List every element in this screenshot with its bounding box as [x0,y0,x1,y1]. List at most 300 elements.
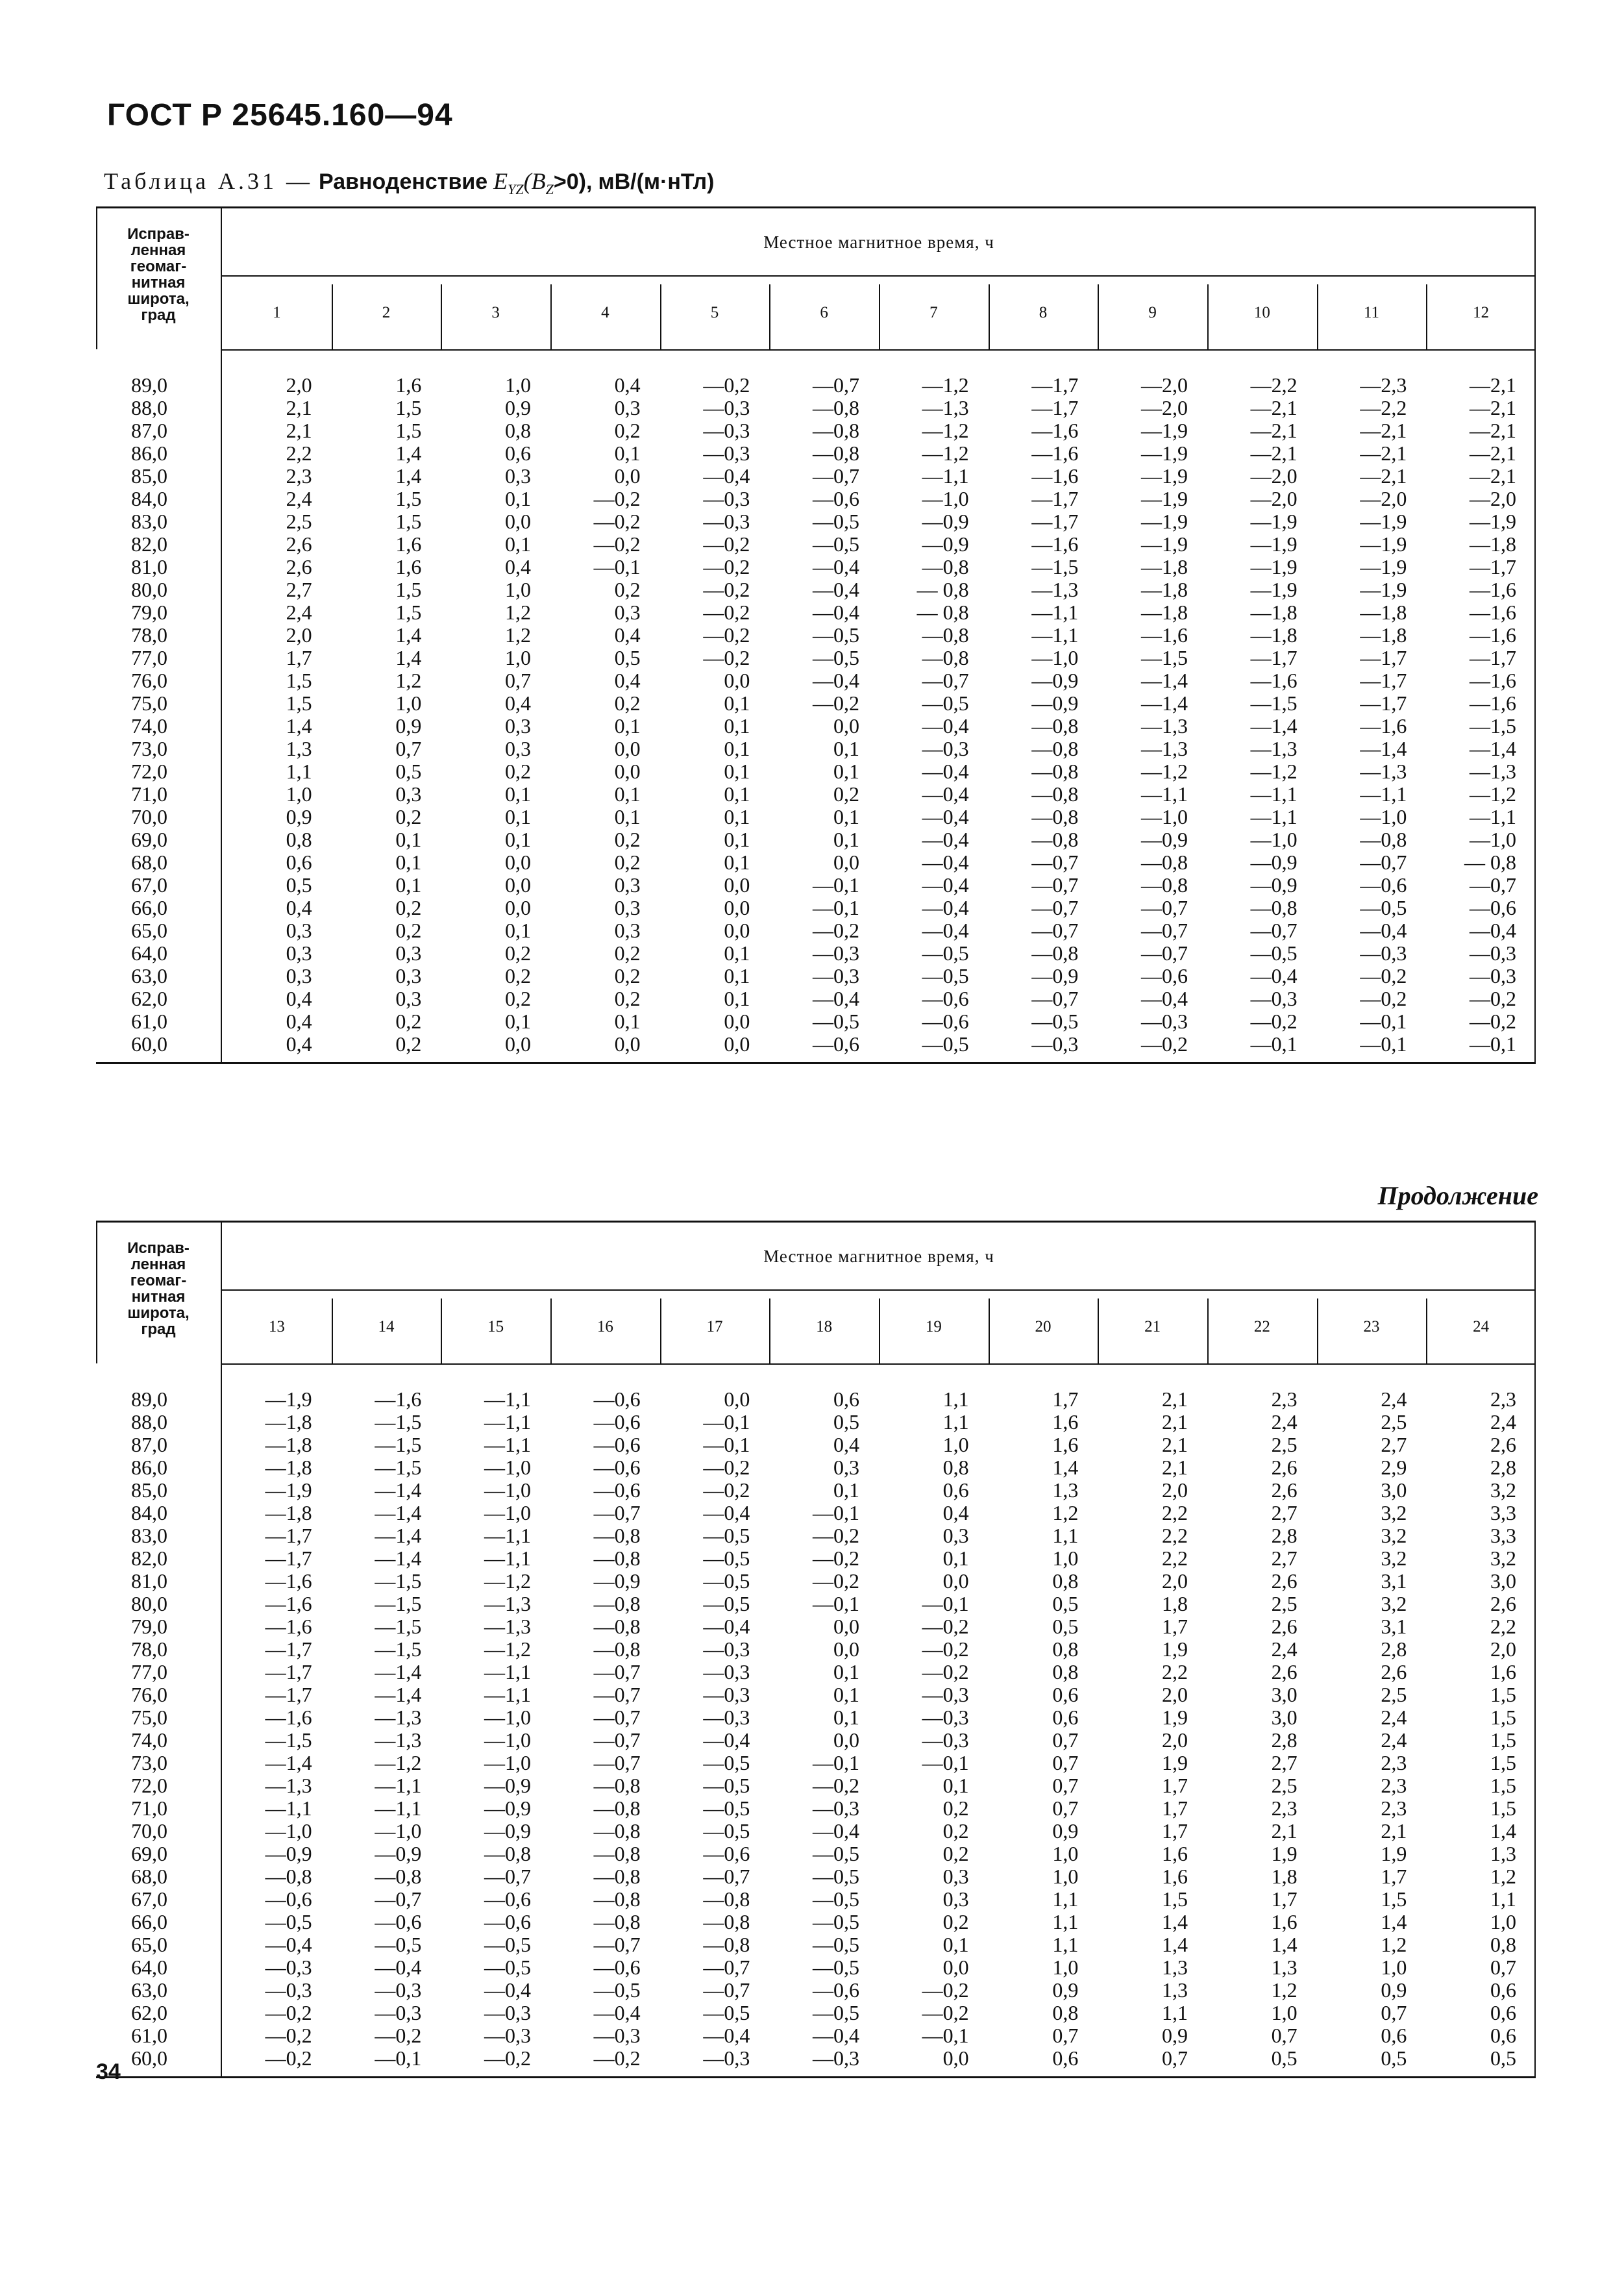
value-cell: —0,5 [703,1774,750,1797]
value-cell: —0,2 [265,2024,312,2047]
value-cell: 1,3 [1490,1842,1516,1865]
value-cell: 2,1 [1161,1387,1188,1411]
table-row [96,669,1536,692]
value-cell: 0,1 [614,805,641,828]
value-cell: —0,1 [812,1751,859,1774]
value-cell: —1,9 [1140,464,1188,488]
value-cell: 0,0 [942,2046,969,2070]
value-cell: —0,8 [1031,828,1079,851]
value-cell: —1,4 [375,1478,422,1502]
value-cell: 2,2 [1161,1660,1188,1683]
value-cell: 0,2 [833,782,859,806]
value-cell: —1,4 [1140,669,1188,692]
latitude-cell: 79,0 [131,601,167,624]
value-cell: —1,3 [922,396,969,419]
value-cell: 0,3 [504,737,531,760]
value-cell: 1,2 [504,601,531,624]
value-cell: —0,3 [703,1683,750,1706]
value-cell: —0,8 [703,1910,750,1933]
hour-column-rule [550,284,552,349]
value-cell: —1,9 [1360,578,1407,601]
value-cell: 0,1 [833,1478,859,1502]
value-cell: —0,6 [703,1842,750,1865]
value-cell: 0,5 [1052,1615,1079,1638]
latitude-cell: 86,0 [131,441,167,465]
value-cell: —1,8 [1360,601,1407,624]
value-cell: —0,9 [1031,669,1079,692]
table-row [96,1888,1536,1911]
latitude-cell: 77,0 [131,646,167,669]
value-cell: 1,4 [1271,1933,1298,1956]
hour-header-2: 2 [382,304,391,321]
value-cell: —1,6 [265,1706,312,1729]
value-cell: —0,6 [922,987,969,1010]
value-cell: —0,3 [812,2046,859,2070]
latitude-cell: 71,0 [131,782,167,806]
value-cell: 2,6 [1271,1456,1298,1479]
value-cell: —1,7 [265,1660,312,1683]
value-cell: —0,8 [812,441,859,465]
value-cell: —1,0 [375,1819,422,1843]
value-cell: —0,5 [922,691,969,715]
value-cell: 0,5 [1490,2046,1516,2070]
hour-header-8: 8 [1039,304,1048,321]
value-cell: —1,7 [1031,487,1079,510]
value-cell: 0,7 [1052,1774,1079,1797]
value-cell: —1,1 [484,1547,531,1570]
value-cell: 0,5 [1052,1592,1079,1615]
value-cell: 0,1 [504,828,531,851]
hour-header-18: 18 [816,1318,833,1336]
hour-column-rule [441,284,442,349]
value-cell: —0,2 [703,623,750,647]
value-cell: 2,8 [1490,1456,1516,1479]
value-cell: 0,1 [833,1706,859,1729]
value-cell: —1,5 [1469,714,1516,738]
value-cell: —1,6 [265,1592,312,1615]
value-cell: —1,7 [265,1524,312,1547]
value-cell: 0,8 [1052,1637,1079,1661]
value-cell: —2,0 [1140,396,1188,419]
value-cell: —1,8 [265,1433,312,1456]
value-cell: —0,2 [703,1478,750,1502]
value-cell: —1,4 [375,1660,422,1683]
value-cell: 2,5 [1271,1433,1298,1456]
value-cell: —0,3 [265,1956,312,1979]
value-cell: —2,1 [1360,441,1407,465]
value-cell: —1,7 [1250,646,1298,669]
value-cell: —1,0 [484,1751,531,1774]
value-cell: —1,5 [375,1637,422,1661]
table-row [96,1774,1536,1797]
latitude-cell: 63,0 [131,1978,167,2002]
value-cell: —0,2 [812,1547,859,1570]
value-cell: —0,8 [593,1865,641,1888]
value-cell: 2,0 [1161,1728,1188,1752]
value-cell: 0,6 [286,851,312,874]
value-cell: —1,6 [1469,601,1516,624]
value-cell: 0,1 [942,1547,969,1570]
value-cell: 3,2 [1381,1592,1407,1615]
value-cell: —1,7 [1031,510,1079,533]
value-cell: —2,1 [1360,419,1407,442]
value-cell: —1,6 [1469,691,1516,715]
value-cell: 2,8 [1381,1637,1407,1661]
value-cell: 0,2 [614,828,641,851]
value-cell: —0,1 [593,555,641,578]
value-cell: 1,1 [1052,1524,1079,1547]
hour-header-21: 21 [1144,1318,1161,1336]
table-row [96,1956,1536,1979]
hour-header-15: 15 [487,1318,504,1336]
hour-column-rule [989,1298,990,1363]
table-row [96,488,1536,510]
value-cell: —1,1 [484,1524,531,1547]
value-cell: —1,5 [375,1592,422,1615]
value-cell: 0,7 [1381,2001,1407,2024]
latitude-cell: 69,0 [131,1842,167,1865]
value-cell: —0,1 [1250,1032,1298,1056]
value-cell: 1,4 [1381,1910,1407,1933]
value-cell: 0,7 [1052,1796,1079,1820]
value-cell: —1,9 [1360,555,1407,578]
value-cell: 2,4 [286,601,312,624]
table-row [96,601,1536,624]
value-cell: 0,9 [1381,1978,1407,2002]
value-cell: 0,7 [395,737,422,760]
table-row [96,942,1536,965]
value-cell: 0,3 [286,964,312,988]
value-cell: —0,2 [1140,1032,1188,1056]
value-cell: —0,4 [812,1819,859,1843]
value-cell: —0,7 [922,669,969,692]
value-cell: 0,7 [1490,1956,1516,1979]
value-cell: —0,5 [922,964,969,988]
value-cell: 0,9 [1052,1978,1079,2002]
value-cell: —0,7 [1140,941,1188,965]
value-cell: —0,7 [703,1956,750,1979]
value-cell: 0,6 [1490,2001,1516,2024]
value-cell: 1,0 [942,1433,969,1456]
value-cell: —0,4 [922,760,969,783]
latitude-cell: 76,0 [131,1683,167,1706]
value-cell: 0,0 [833,1728,859,1752]
value-cell: 2,1 [1161,1433,1188,1456]
hour-column-rule [332,1298,333,1363]
value-cell: —0,3 [1360,941,1407,965]
value-cell: —0,7 [1140,919,1188,942]
value-cell: —0,2 [1469,1010,1516,1033]
hour-header-19: 19 [925,1318,942,1336]
value-cell: —1,2 [1469,782,1516,806]
hour-header-10: 10 [1253,304,1270,321]
value-cell: 1,6 [395,532,422,556]
value-cell: —1,2 [922,441,969,465]
value-cell: —1,1 [1250,805,1298,828]
value-cell: —1,2 [922,419,969,442]
value-cell: —1,0 [1469,828,1516,851]
value-cell: 0,1 [724,964,750,988]
value-cell: 0,1 [724,737,750,760]
value-cell: —0,7 [593,1660,641,1683]
value-cell: —0,6 [593,1956,641,1979]
value-cell: 1,3 [1161,1956,1188,1979]
value-cell: 1,7 [1161,1615,1188,1638]
value-cell: —1,0 [1140,805,1188,828]
value-cell: —1,1 [1031,623,1079,647]
value-cell: 0,8 [1052,1569,1079,1593]
value-cell: —0,3 [922,1706,969,1729]
value-cell: —1,1 [375,1774,422,1797]
value-cell: —0,5 [812,1887,859,1911]
table-row [96,1661,1536,1683]
value-cell: —0,7 [1469,873,1516,897]
value-cell: 3,1 [1381,1569,1407,1593]
latitude-cell: 72,0 [131,1774,167,1797]
value-cell: —0,2 [1469,987,1516,1010]
value-cell: 0,0 [833,714,859,738]
value-cell: —0,5 [703,1819,750,1843]
value-cell: 0,1 [395,851,422,874]
hour-column-rule [769,284,770,349]
value-cell: 1,4 [1161,1933,1188,1956]
value-cell: 0,3 [614,396,641,419]
group-header-rule [222,1289,1536,1291]
value-cell: —1,5 [375,1433,422,1456]
hour-column-rule [660,1298,661,1363]
latitude-cell: 87,0 [131,419,167,442]
value-cell: 0,1 [724,691,750,715]
value-cell: 2,8 [1271,1728,1298,1752]
value-cell: 1,4 [1161,1910,1188,1933]
latitude-cell: 84,0 [131,1501,167,1524]
table-row [96,897,1536,919]
table-row [96,578,1536,601]
value-cell: 2,7 [1271,1751,1298,1774]
value-cell: 0,8 [286,828,312,851]
latitude-cell: 64,0 [131,941,167,965]
latitude-cell: 81,0 [131,555,167,578]
latitude-cell: 64,0 [131,1956,167,1979]
value-cell: 2,5 [1381,1410,1407,1434]
value-cell: —1,9 [1140,510,1188,533]
value-cell: 2,6 [1271,1615,1298,1638]
value-cell: —0,7 [812,373,859,397]
value-cell: —0,8 [1140,873,1188,897]
value-cell: 1,0 [395,691,422,715]
value-cell: 1,0 [1271,2001,1298,2024]
value-cell: 2,0 [1161,1683,1188,1706]
value-cell: —2,1 [1250,441,1298,465]
latitude-cell: 73,0 [131,1751,167,1774]
value-cell: 2,4 [286,487,312,510]
value-cell: —1,6 [1031,464,1079,488]
hour-header-3: 3 [491,304,500,321]
value-cell: 1,9 [1161,1637,1188,1661]
caption-prefix: Таблица А.31 — [104,168,313,194]
latitude-cell: 60,0 [131,2046,167,2070]
value-cell: —1,2 [922,373,969,397]
value-cell: —0,1 [703,1433,750,1456]
value-cell: —0,9 [1250,851,1298,874]
value-cell: 1,6 [1490,1660,1516,1683]
value-cell: 1,6 [1052,1433,1079,1456]
value-cell: —0,3 [484,2001,531,2024]
value-cell: —0,2 [1360,964,1407,988]
value-cell: —1,1 [484,1410,531,1434]
value-cell: 2,3 [1271,1387,1298,1411]
latitude-cell: 83,0 [131,1524,167,1547]
value-cell: 2,7 [1271,1547,1298,1570]
value-cell: 1,2 [1271,1978,1298,2002]
value-cell: —0,3 [922,1728,969,1752]
value-cell: —1,2 [484,1569,531,1593]
value-cell: —0,5 [703,1547,750,1570]
value-cell: 1,3 [286,737,312,760]
value-cell: 0,3 [614,896,641,919]
value-cell: —1,0 [484,1706,531,1729]
table-row [96,1843,1536,1865]
value-cell: 0,1 [724,760,750,783]
value-cell: —1,9 [1250,532,1298,556]
value-cell: —0,8 [265,1865,312,1888]
value-cell: —0,4 [922,714,969,738]
value-cell: 3,3 [1490,1524,1516,1547]
table-row [96,1033,1536,1056]
value-cell: 2,3 [1490,1387,1516,1411]
table-row [96,1524,1536,1547]
latitude-cell: 85,0 [131,1478,167,1502]
value-cell: —0,5 [375,1933,422,1956]
value-cell: —0,3 [1140,1010,1188,1033]
value-cell: 0,2 [395,919,422,942]
value-cell: 0,3 [395,987,422,1010]
value-cell: —0,8 [593,1819,641,1843]
value-cell: —0,8 [484,1842,531,1865]
value-cell: —0,7 [1031,896,1079,919]
value-cell: 1,4 [1490,1819,1516,1843]
value-cell: 0,0 [504,510,531,533]
value-cell: —0,9 [484,1819,531,1843]
value-cell: —1,4 [1140,691,1188,715]
value-cell: 0,1 [833,737,859,760]
value-cell: —0,7 [703,1978,750,2002]
value-cell: 0,1 [395,873,422,897]
hour-header-1: 1 [273,304,281,321]
value-cell: —1,4 [375,1547,422,1570]
value-cell: —1,2 [375,1751,422,1774]
value-cell: —0,2 [593,510,641,533]
value-cell: 1,2 [1490,1865,1516,1888]
value-cell: 1,5 [1490,1683,1516,1706]
table-bottom-rule [96,1062,1536,1064]
caption-formula: $E_{YZ}(B_Z>0)$, [493,168,593,198]
table-row [96,1683,1536,1706]
value-cell: —1,2 [1140,760,1188,783]
table-row [96,1411,1536,1434]
value-cell: —0,7 [703,1865,750,1888]
value-cell: —1,8 [1140,555,1188,578]
value-cell: —1,8 [1360,623,1407,647]
value-cell: —1,8 [265,1456,312,1479]
value-cell: 1,5 [1161,1887,1188,1911]
value-cell: 0,0 [614,760,641,783]
value-cell: 0,4 [833,1433,859,1456]
table-bottom-rule [96,2076,1536,2078]
value-cell: —0,4 [922,873,969,897]
value-cell: —0,3 [484,2024,531,2047]
value-cell: —1,6 [1031,532,1079,556]
value-cell: —0,4 [812,601,859,624]
value-cell: 0,8 [1052,1660,1079,1683]
value-cell: —0,3 [703,419,750,442]
value-cell: 0,7 [1052,2024,1079,2047]
value-cell: 0,2 [395,805,422,828]
table-row [96,2024,1536,2047]
hour-header-9: 9 [1148,304,1157,321]
latitude-cell: 85,0 [131,464,167,488]
value-cell: —1,8 [265,1410,312,1434]
value-cell: 2,1 [286,419,312,442]
value-cell: —1,3 [484,1615,531,1638]
value-cell: 0,2 [395,1010,422,1033]
value-cell: —1,9 [265,1478,312,1502]
value-cell: —1,5 [1140,646,1188,669]
value-cell: 1,1 [1490,1887,1516,1911]
hour-header-14: 14 [378,1318,395,1336]
value-cell: —1,5 [375,1615,422,1638]
value-cell: —1,1 [1250,782,1298,806]
value-cell: —1,0 [1031,646,1079,669]
document-header: ГОСТ Р 25645.160—94 [107,98,453,132]
value-cell: —2,0 [1140,373,1188,397]
hour-column-rule [1426,284,1427,349]
value-cell: —0,1 [812,1501,859,1524]
value-cell: —0,4 [703,1728,750,1752]
latitude-cell: 86,0 [131,1456,167,1479]
value-cell: 0,2 [395,1032,422,1056]
table-row [96,1638,1536,1661]
hour-header-22: 22 [1253,1318,1270,1336]
value-cell: 2,3 [1381,1751,1407,1774]
value-cell: —0,6 [484,1910,531,1933]
value-cell: —1,7 [1469,646,1516,669]
value-cell: —1,6 [1360,714,1407,738]
value-cell: 0,6 [1381,2024,1407,2047]
value-cell: —0,7 [1031,919,1079,942]
value-cell: 2,7 [286,578,312,601]
value-cell: 2,6 [1490,1592,1516,1615]
value-cell: 3,0 [1490,1569,1516,1593]
hour-header-16: 16 [597,1318,613,1336]
value-cell: —0,1 [1360,1010,1407,1033]
table-row [96,465,1536,488]
value-cell: —0,8 [593,1887,641,1911]
value-cell: 0,4 [286,1032,312,1056]
value-cell: —1,7 [1360,646,1407,669]
latitude-cell: 61,0 [131,2024,167,2047]
latitude-cell: 65,0 [131,919,167,942]
value-cell: —0,9 [265,1842,312,1865]
value-cell: —0,6 [593,1387,641,1411]
value-cell: —1,3 [1250,737,1298,760]
value-cell: 0,1 [724,782,750,806]
latitude-header: Исправ- ленная геомаг- нитная широта, град [127,1239,190,1338]
value-cell: —0,6 [265,1887,312,1911]
table-row [96,806,1536,828]
hour-header-17: 17 [706,1318,723,1336]
value-cell: 0,6 [1490,1978,1516,2002]
